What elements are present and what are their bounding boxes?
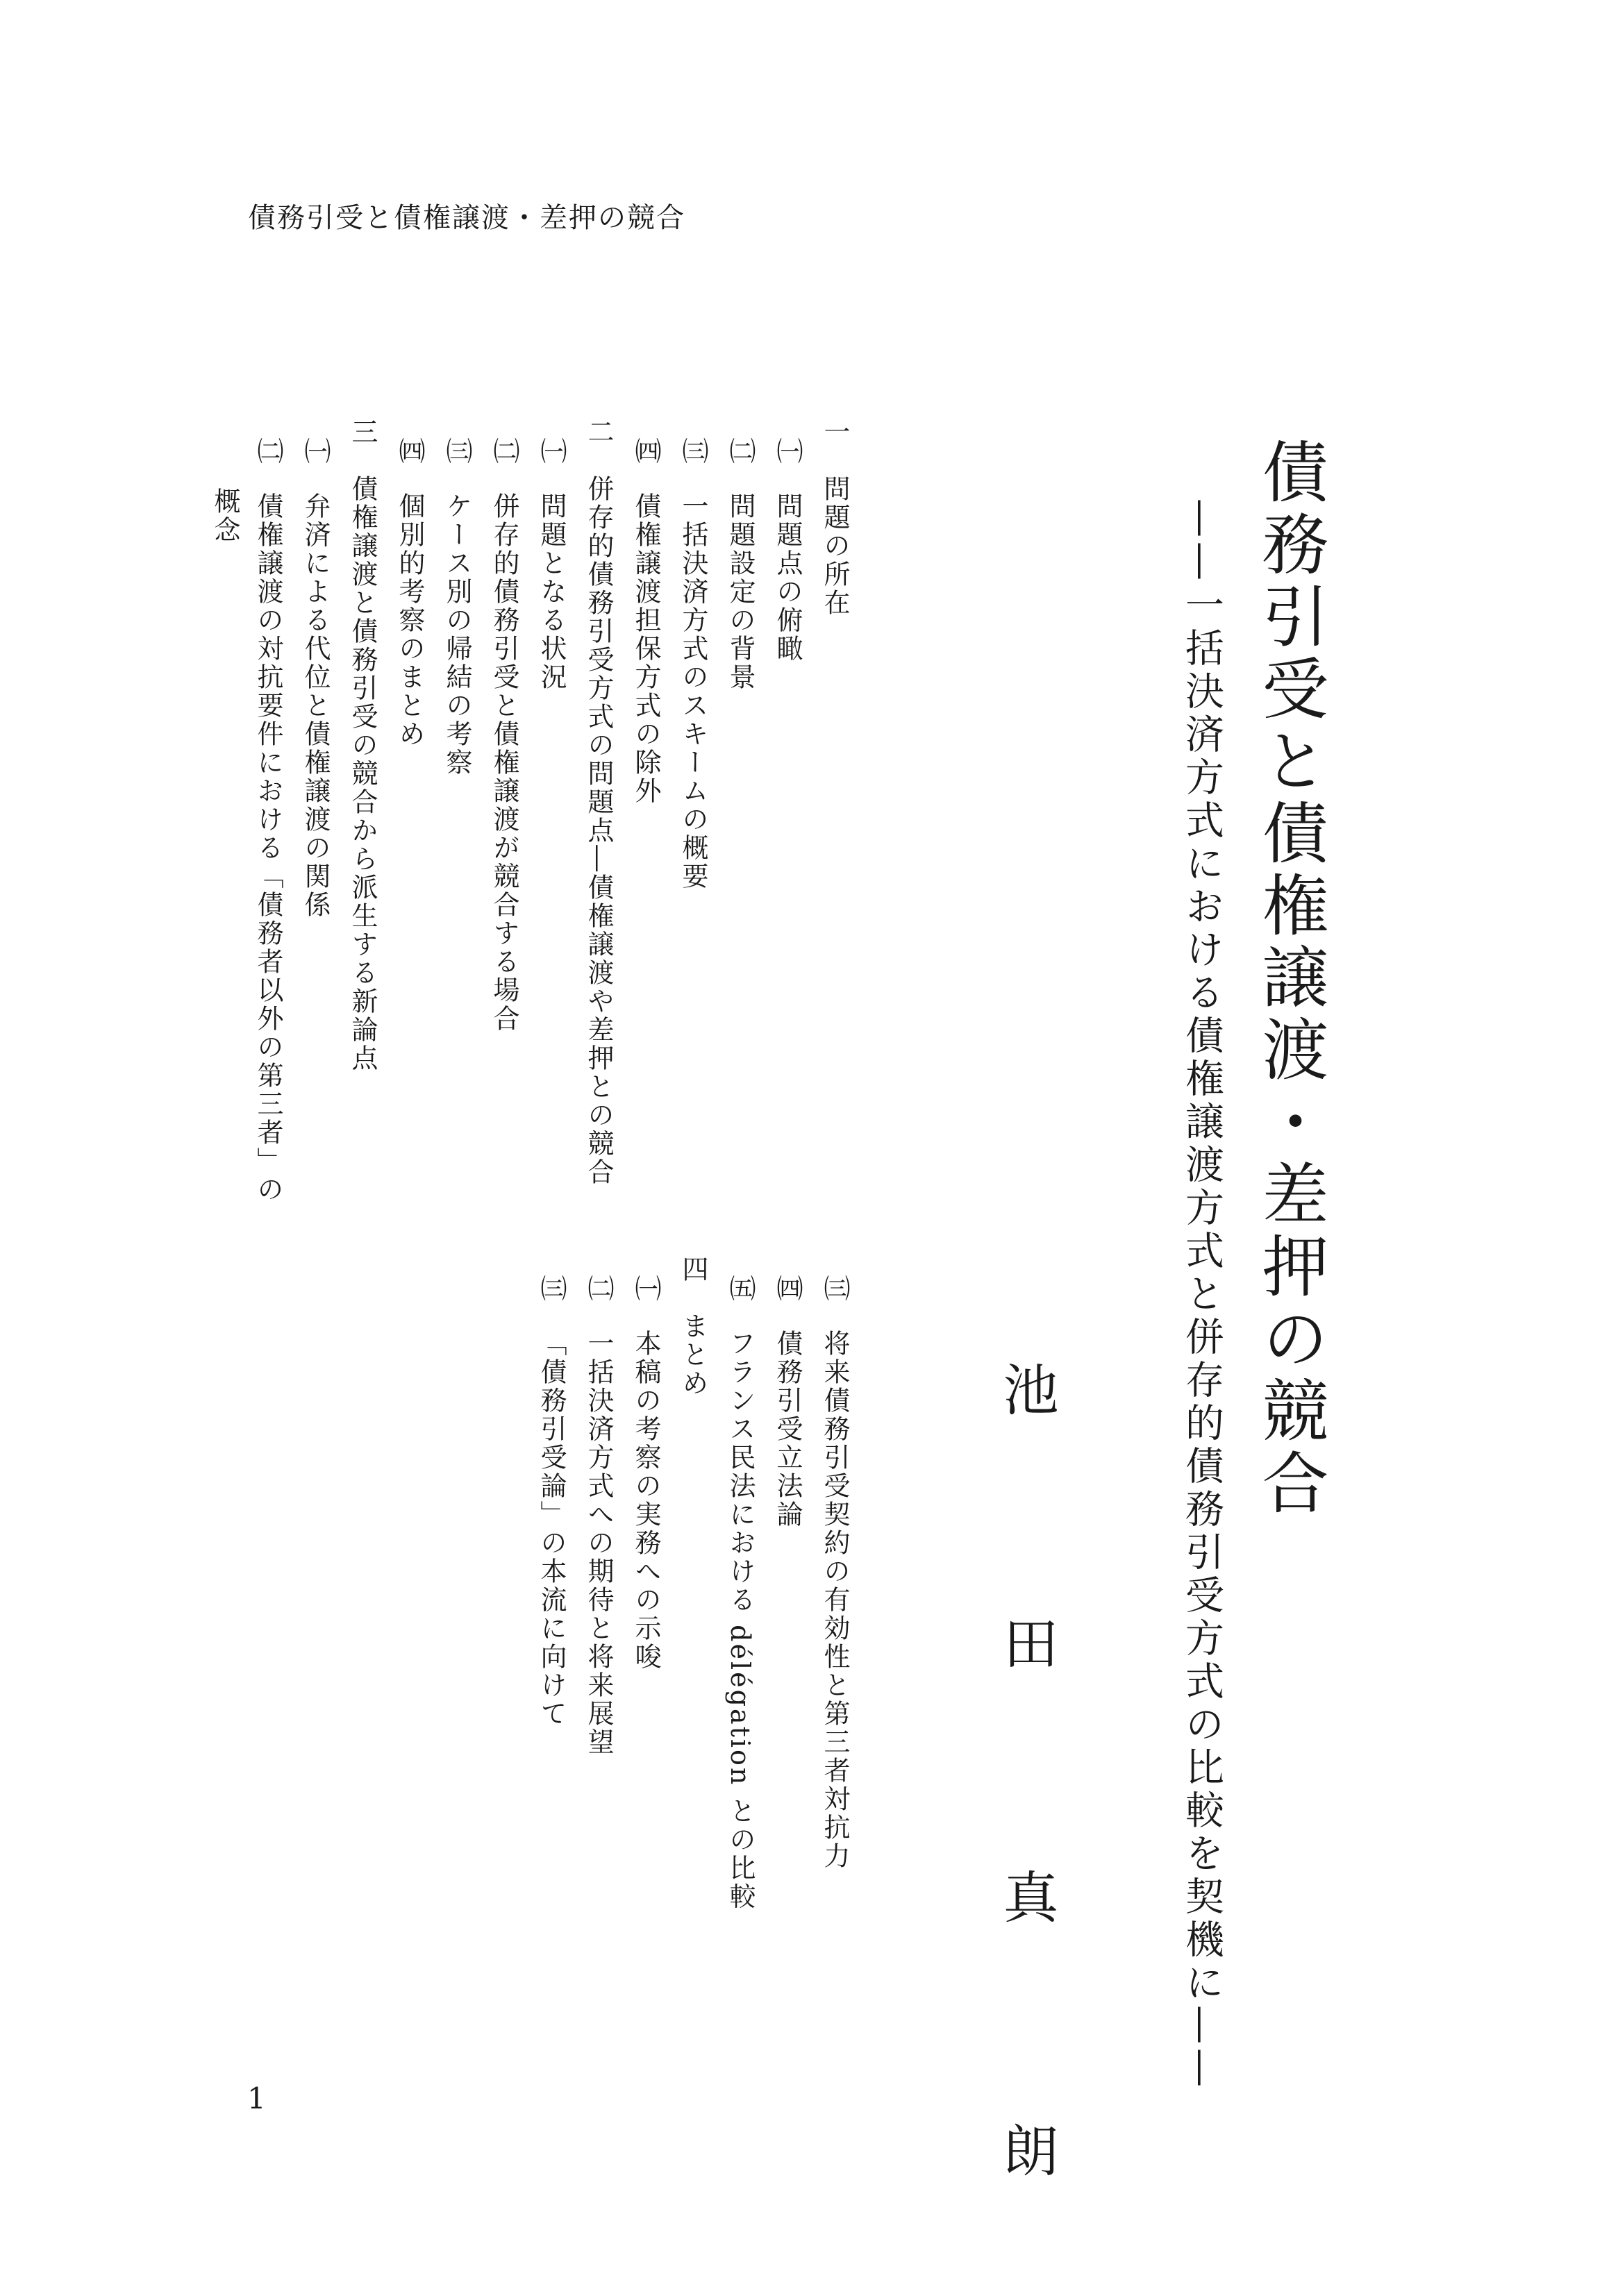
toc-item: [580, 418, 618, 1187]
toc-section-number: 三: [347, 418, 378, 446]
toc-entry-text: 問題の所在: [819, 475, 850, 618]
toc-entry-text: 債権譲渡担保方式の除外: [631, 492, 661, 806]
toc-subsection-number: ㈠: [300, 437, 331, 464]
toc-entry-text: 一括決済方式への期待と将来展望: [583, 1330, 614, 1757]
toc-subsection-number: ㈢: [536, 1275, 567, 1301]
toc-item: [438, 437, 476, 777]
toc-item: [391, 437, 429, 748]
running-header: 債務引受と債権譲渡・差押の競合: [248, 202, 685, 234]
toc-entry-text: まとめ: [678, 1312, 708, 1398]
toc-entry-text: フランス民法における délégation との比較: [725, 1330, 756, 1911]
toc-entry-text: 「債務引受論」の本流に向けて: [536, 1330, 567, 1729]
toc-item: [816, 1275, 854, 1870]
toc-entry-text: 概念: [210, 487, 240, 544]
toc-entry-text: 債権譲渡の対抗要件における「債務者以外の第三者」の: [253, 492, 283, 1205]
toc-item: [816, 418, 854, 617]
toc-subsection-number: ㈣: [631, 437, 661, 464]
toc-subsection-number: ㈡: [253, 437, 283, 464]
toc-subsection-number: ㈠: [772, 437, 803, 464]
toc-item: [627, 437, 665, 805]
toc-entry-text: 併存的債務引受方式の問題点―債権譲渡や差押との競合: [583, 475, 614, 1187]
toc-item: [533, 1275, 571, 1728]
author-name: 池 田 真 朗: [994, 1361, 1058, 2268]
toc-section-number: 一: [819, 418, 850, 446]
toc-item: [722, 437, 760, 692]
toc-subsection-number: ㈡: [489, 437, 519, 464]
toc-section-number: 四: [678, 1255, 708, 1284]
toc-entry-text: 個別的考察のまとめ: [394, 492, 425, 749]
toc-item: [769, 1275, 807, 1529]
toc-entry-text: 本稿の考察の実務への示唆: [631, 1330, 661, 1672]
toc-item: [249, 437, 287, 1204]
toc-subsection-number: ㈠: [536, 437, 567, 464]
toc-item: [485, 437, 524, 1033]
toc-entry-text: 問題となる状況: [536, 492, 567, 692]
toc-entry-text: 一括決済方式のスキームの概要: [678, 492, 708, 891]
toc-item: [722, 1275, 760, 1911]
toc-item: [627, 1275, 665, 1671]
toc-item: [533, 437, 571, 692]
toc-item: [580, 1275, 618, 1757]
toc-item: [769, 437, 807, 663]
toc-subsection-number: ㈠: [631, 1275, 661, 1301]
toc-subsection-number: ㈢: [819, 1275, 850, 1301]
toc-item: [297, 437, 335, 919]
page-number: 1: [247, 2081, 266, 2115]
toc-subsection-number: ㈢: [442, 437, 472, 464]
toc-item-continuation: [206, 487, 244, 544]
article-title: 債務引受と債権譲渡・差押の競合: [1251, 437, 1329, 1520]
toc-entry-text: 債務引受立法論: [772, 1330, 803, 1530]
toc-subsection-number: ㈡: [583, 1275, 614, 1301]
toc-subsection-number: ㈡: [725, 437, 756, 464]
toc-subsection-number: ㈣: [394, 437, 425, 464]
toc-item: [674, 437, 712, 891]
toc-entry-text: ケース別の帰結の考察: [442, 492, 472, 778]
toc-entry-text: 問題設定の背景: [725, 492, 756, 692]
toc-entry-text: 債権譲渡と債務引受の競合から派生する新論点: [347, 475, 378, 1073]
article-subtitle: ——一括決済方式における債権譲渡方式と併存的債務引受方式の比較を契機に——: [1179, 498, 1224, 2091]
toc-entry-text: 弁済による代位と債権譲渡の関係: [300, 492, 331, 920]
toc-subsection-number: ㈤: [725, 1275, 756, 1301]
toc-item: [674, 1255, 712, 1398]
toc-entry-text: 将来債務引受契約の有効性と第三者対抗力: [819, 1330, 850, 1871]
toc-entry-text: 併存的債務引受と債権譲渡が競合する場合: [489, 492, 519, 1034]
toc-item: [344, 418, 382, 1073]
toc-subsection-number: ㈣: [772, 1275, 803, 1301]
toc-section-number: 二: [583, 418, 614, 446]
toc-entry-text: 問題点の俯瞰: [772, 492, 803, 664]
toc-subsection-number: ㈢: [678, 437, 708, 464]
